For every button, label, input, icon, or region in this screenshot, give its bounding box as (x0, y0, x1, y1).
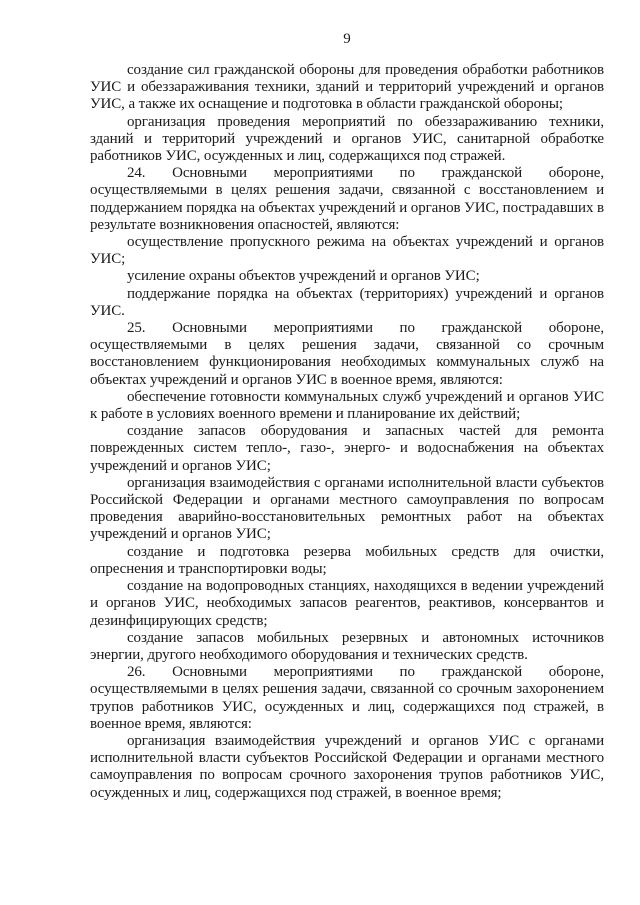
paragraph: создание запасов мобильных резервных и автономных источников энергии, другого необходимого оборудования и технических средств. (90, 629, 604, 663)
document-page (90, 30, 604, 890)
paragraph-item-25: 25. Основными мероприятиями по гражданской обороне, осуществляемыми в целях решения задачи, связанной со срочным восстановлением функционирования необходимых коммунальных служб на объектах учреждений и органов УИС в военное время, являются: (90, 320, 604, 388)
paragraph: создание на водопроводных станциях, находящихся в ведении учреждений и органов УИС, необходимых запасов реагентов, реактивов, консервантов и дезинфицирующих средств; (90, 578, 604, 629)
paragraph: поддержание порядка на объектах (территориях) учреждений и органов УИС. (90, 285, 604, 319)
paragraph-item-24: 24. Основными мероприятиями по гражданской обороне, осуществляемыми в целях решения задачи, связанной с восстановлением и поддержанием порядка на объектах учреждений и органов УИС, пострадавших в результате возникновения опасностей, являются: (90, 165, 604, 233)
paragraph: создание сил гражданской обороны для проведения обработки работников УИС и обеззараживания техники, зданий и территорий учреждений и органов УИС, а также их оснащение и подготовка в области гражданской обороны; (90, 62, 604, 113)
paragraph-item-26: 26. Основными мероприятиями по гражданской обороне, осуществляемыми в целях решения задачи, связанной со срочным захоронением трупов работников УИС, осужденных и лиц, содержащихся под стражей, в военное время, являются: (90, 664, 604, 732)
paragraph: усиление охраны объектов учреждений и органов УИС; (127, 268, 480, 285)
paragraph: организация взаимодействия учреждений и органов УИС с органами исполнительной власти субъектов Российской Федерации и органами местного самоуправления по вопросам срочного захоронения трупов работников УИС, осужденных и лиц, содержащихся под стражей, в военное время; (90, 732, 604, 801)
paragraph: создание и подготовка резерва мобильных средств для очистки, опреснения и транспортировки воды; (90, 543, 604, 577)
page-number: 9 (343, 31, 351, 47)
paragraph: создание запасов оборудования и запасных частей для ремонта поврежденных систем тепло-, газо-, энерго- и водоснабжения на объектах учреждений и органов УИС; (90, 423, 604, 474)
paragraph: организация взаимодействия с органами исполнительной власти субъектов Российской Федерации и органами местного самоуправления по вопросам проведения аварийно-восстановительных ремонтных работ на объектах учреждений и органов УИС; (90, 474, 604, 543)
paragraph: организация проведения мероприятий по обеззараживанию техники, зданий и территорий учреждений и органов УИС, санитарной обработке работников УИС, осужденных и лиц, содержащихся под стражей. (90, 113, 604, 165)
paragraph: осуществление пропускного режима на объектах учреждений и органов УИС; (90, 234, 604, 268)
paragraph: обеспечение готовности коммунальных служб учреждений и органов УИС к работе в условиях военного времени и планирование их действий; (90, 388, 604, 423)
